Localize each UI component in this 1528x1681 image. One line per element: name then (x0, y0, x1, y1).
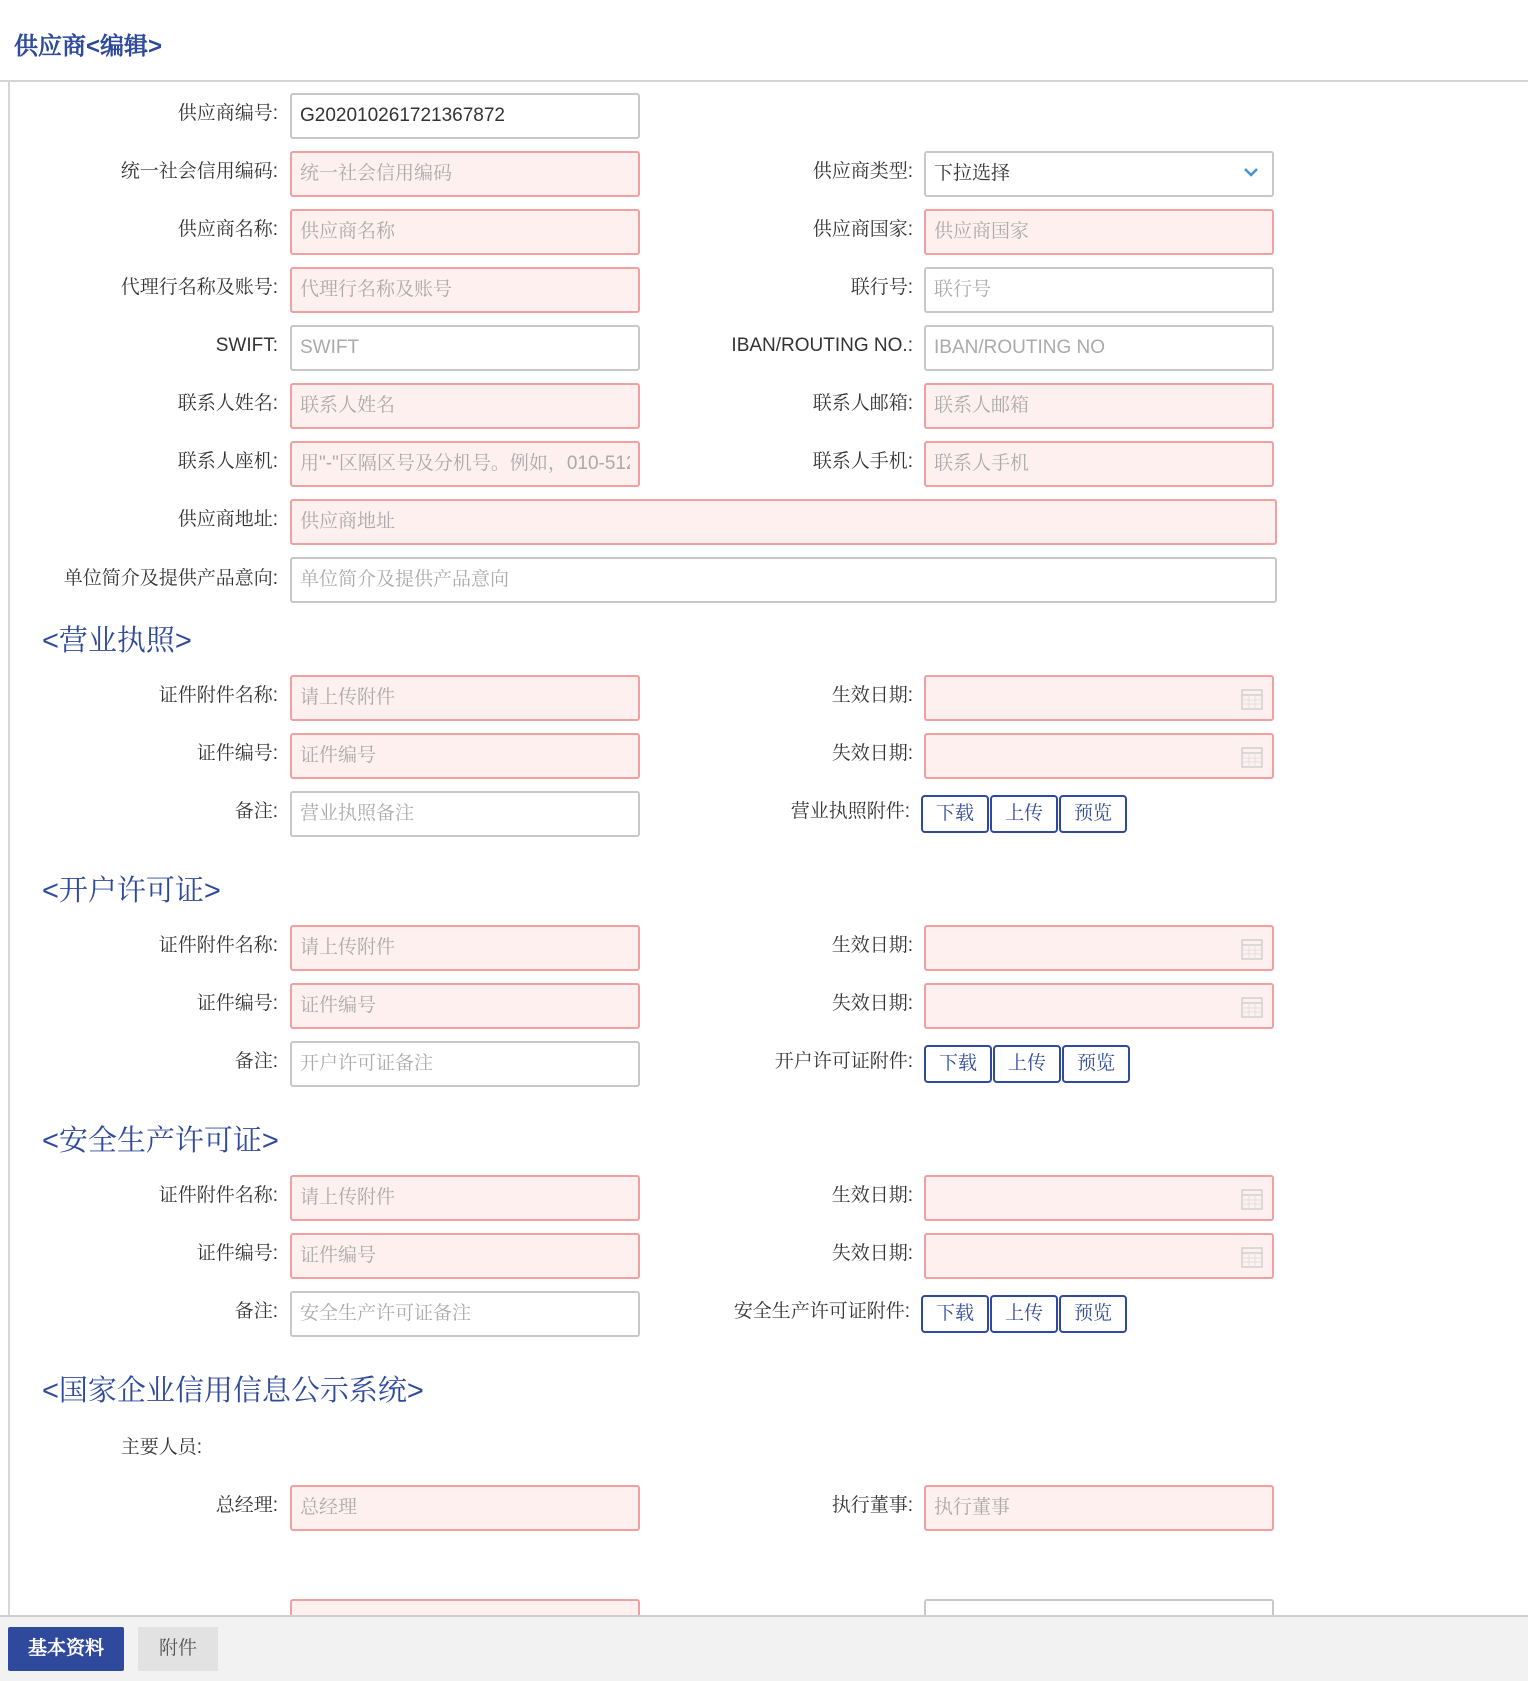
bl-attach-name-label: 证件附件名称: (158, 685, 278, 706)
supplier-country-label: 供应商国家: (812, 219, 913, 240)
bl-download-button[interactable]: 下载 (921, 795, 989, 833)
next-row-input-right[interactable] (924, 1599, 1274, 1615)
ap-expiry-date-label: 失效日期: (831, 993, 913, 1014)
ap-attachment-label: 开户许可证附件: (774, 1051, 913, 1072)
main-personnel-label: 主要人员: (120, 1437, 202, 1458)
bottom-tab-bar (0, 1615, 1528, 1681)
general-manager-input[interactable] (290, 1485, 640, 1531)
contact-name-label: 联系人姓名: (177, 393, 278, 414)
business-license-heading: <营业执照> (42, 625, 192, 657)
intro-label: 单位简介及提供产品意向: (63, 568, 278, 589)
iban-label: IBAN/ROUTING NO.: (731, 335, 913, 356)
credit-system-heading: <国家企业信用信息公示系统> (42, 1375, 424, 1407)
sp-expiry-date-input[interactable] (924, 1233, 1274, 1279)
account-permit-heading: <开户许可证> (42, 875, 221, 907)
ap-attach-name-label: 证件附件名称: (158, 935, 278, 956)
calendar-icon[interactable] (1240, 1245, 1264, 1269)
general-manager-label: 总经理: (215, 1495, 278, 1516)
calendar-icon[interactable] (1240, 937, 1264, 961)
supplier-type-value: 下拉选择 (934, 163, 1011, 184)
calendar-icon[interactable] (1240, 995, 1264, 1019)
sp-upload-button[interactable]: 上传 (990, 1295, 1058, 1333)
sp-attach-name-input[interactable] (290, 1175, 640, 1221)
ap-download-button[interactable]: 下载 (924, 1045, 992, 1083)
supplier-type-label: 供应商类型: (812, 161, 913, 182)
tab-attachments[interactable]: 附件 (138, 1627, 218, 1671)
supplier-no-input[interactable] (290, 93, 640, 139)
supplier-country-input[interactable] (924, 209, 1274, 255)
bl-effective-date-input[interactable] (924, 675, 1274, 721)
supplier-name-label: 供应商名称: (177, 219, 278, 240)
ap-preview-button[interactable]: 预览 (1062, 1045, 1130, 1083)
contact-email-label: 联系人邮箱: (812, 393, 913, 414)
ap-expiry-date-input[interactable] (924, 983, 1274, 1029)
contact-phone-input[interactable] (290, 441, 640, 487)
contact-mobile-input[interactable] (924, 441, 1274, 487)
bl-upload-button[interactable]: 上传 (990, 795, 1058, 833)
safety-permit-heading: <安全生产许可证> (42, 1125, 279, 1157)
sp-remark-label: 备注: (234, 1301, 278, 1322)
iban-input[interactable] (924, 325, 1274, 371)
ap-effective-date-label: 生效日期: (831, 935, 913, 956)
sp-effective-date-input[interactable] (924, 1175, 1274, 1221)
supplier-name-input[interactable] (290, 209, 640, 255)
sp-expiry-date-label: 失效日期: (831, 1243, 913, 1264)
sp-cert-no-input[interactable] (290, 1233, 640, 1279)
ap-cert-no-label: 证件编号: (196, 993, 278, 1014)
intro-input[interactable] (290, 557, 1277, 603)
executive-director-input[interactable] (924, 1485, 1274, 1531)
credit-code-label: 统一社会信用编码: (120, 161, 278, 182)
bl-cert-no-input[interactable] (290, 733, 640, 779)
bl-expiry-date-label: 失效日期: (831, 743, 913, 764)
credit-code-input[interactable] (290, 151, 640, 197)
address-label: 供应商地址: (177, 509, 278, 530)
bl-cert-no-label: 证件编号: (196, 743, 278, 764)
sp-attach-name-label: 证件附件名称: (158, 1185, 278, 1206)
ap-remark-input[interactable] (290, 1041, 640, 1087)
sp-remark-input[interactable] (290, 1291, 640, 1337)
ap-effective-date-input[interactable] (924, 925, 1274, 971)
address-input[interactable] (290, 499, 1277, 545)
bl-attachment-label: 营业执照附件: (790, 801, 910, 822)
supplier-no-label: 供应商编号: (177, 103, 278, 124)
supplier-type-select[interactable] (924, 151, 1274, 197)
bl-expiry-date-input[interactable] (924, 733, 1274, 779)
sp-preview-button[interactable]: 预览 (1059, 1295, 1127, 1333)
sp-cert-no-label: 证件编号: (196, 1243, 278, 1264)
bl-remark-input[interactable] (290, 791, 640, 837)
next-row-input-left[interactable] (290, 1599, 640, 1615)
form-panel (8, 81, 1528, 1615)
calendar-icon[interactable] (1240, 745, 1264, 769)
agent-bank-input[interactable] (290, 267, 640, 313)
swift-label: SWIFT: (215, 335, 278, 356)
contact-mobile-label: 联系人手机: (812, 451, 913, 472)
swift-input[interactable] (290, 325, 640, 371)
sp-attachment-label: 安全生产许可证附件: (733, 1301, 910, 1322)
agent-bank-label: 代理行名称及账号: (120, 277, 278, 298)
page-title: 供应商<编辑> (14, 33, 163, 60)
calendar-icon[interactable] (1240, 1187, 1264, 1211)
bank-code-input[interactable] (924, 267, 1274, 313)
ap-remark-label: 备注: (234, 1051, 278, 1072)
sp-effective-date-label: 生效日期: (831, 1185, 913, 1206)
contact-name-input[interactable] (290, 383, 640, 429)
ap-cert-no-input[interactable] (290, 983, 640, 1029)
executive-director-label: 执行董事: (831, 1495, 913, 1516)
contact-phone-label: 联系人座机: (177, 451, 278, 472)
bl-effective-date-label: 生效日期: (831, 685, 913, 706)
ap-attach-name-input[interactable] (290, 925, 640, 971)
chevron-down-icon (1242, 163, 1260, 181)
bank-code-label: 联行号: (850, 277, 913, 298)
contact-email-input[interactable] (924, 383, 1274, 429)
bl-attach-name-input[interactable] (290, 675, 640, 721)
calendar-icon[interactable] (1240, 687, 1264, 711)
ap-upload-button[interactable]: 上传 (993, 1045, 1061, 1083)
bl-remark-label: 备注: (234, 801, 278, 822)
bl-preview-button[interactable]: 预览 (1059, 795, 1127, 833)
sp-download-button[interactable]: 下载 (921, 1295, 989, 1333)
tab-basic-info[interactable]: 基本资料 (8, 1627, 124, 1671)
